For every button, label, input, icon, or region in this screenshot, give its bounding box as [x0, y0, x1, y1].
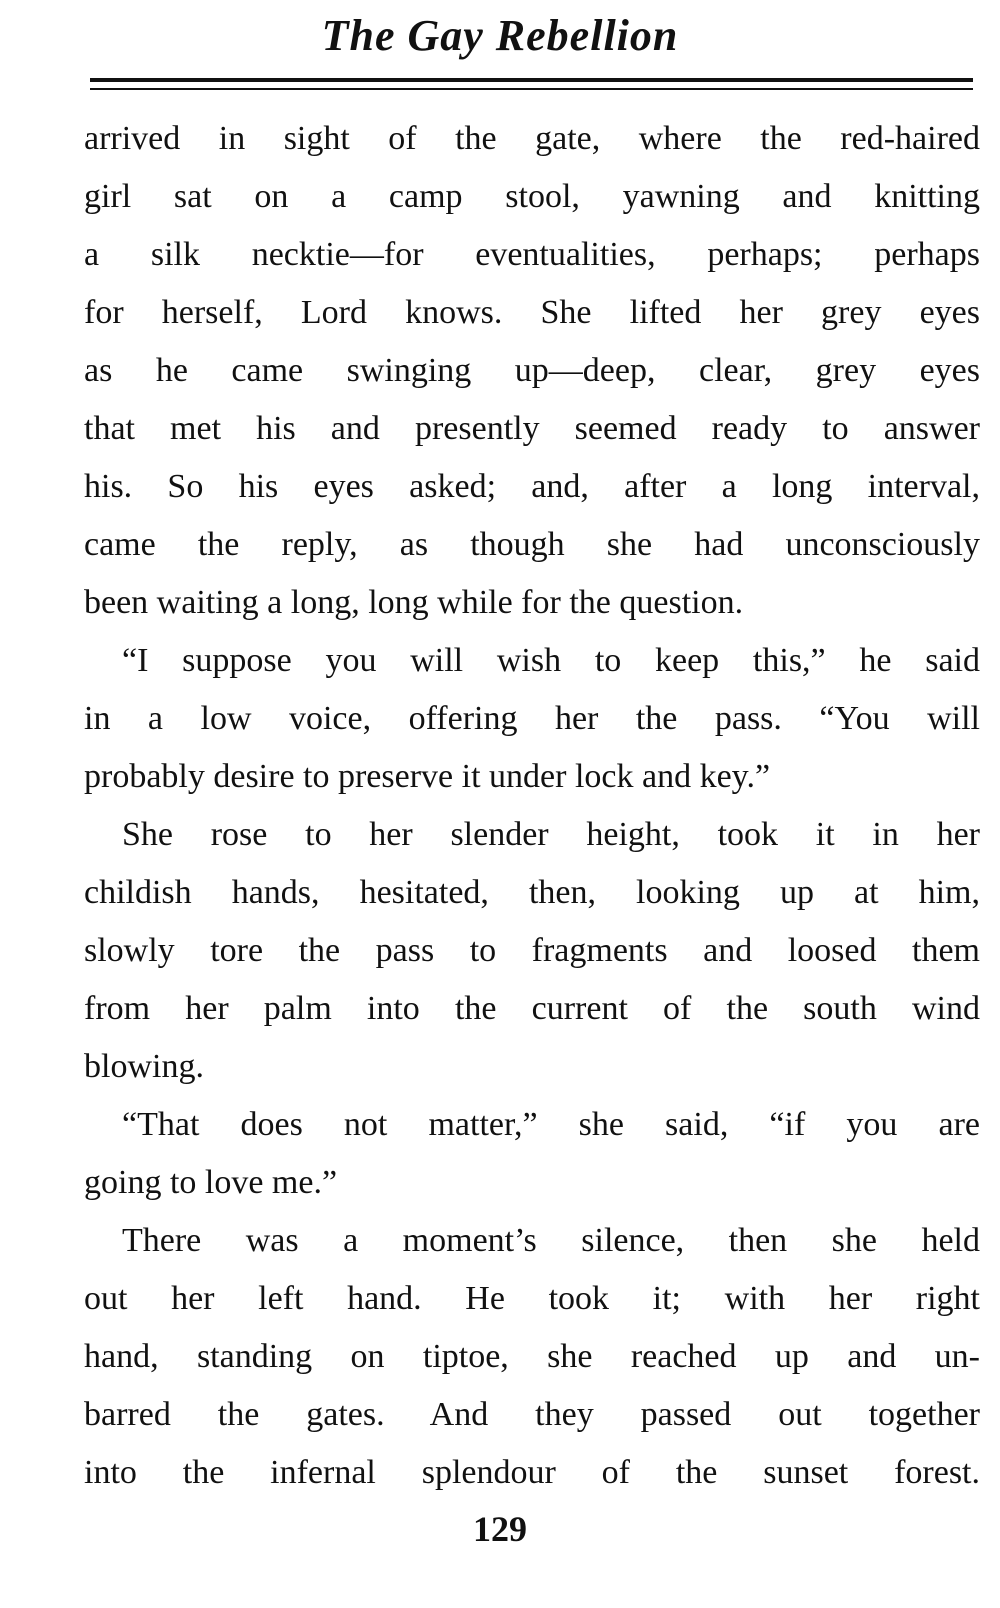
text-line: arrived in sight of the gate, where the red-haired	[84, 120, 980, 157]
text-line: There was a moment’s silence, then she held	[122, 1222, 980, 1259]
page-number: 129	[473, 1509, 527, 1549]
body-text	[84, 110, 980, 1502]
text-line: came the reply, as though she had unconsciously	[84, 526, 980, 563]
text-line: She rose to her slender height, took it in her	[122, 816, 980, 853]
header-rule-thin	[90, 88, 973, 90]
text-line: in a low voice, offering her the pass. “You will	[84, 700, 980, 737]
text-line: hand, standing on tiptoe, she reached up and un-	[84, 1338, 980, 1375]
text-line: girl sat on a camp stool, yawning and knitting	[84, 178, 980, 215]
text-line: into the infernal splendour of the sunset forest.	[84, 1454, 980, 1491]
text-line: from her palm into the current of the south wind	[84, 990, 980, 1027]
text-line: probably desire to preserve it under lock and key.”	[84, 758, 771, 795]
text-line: barred the gates. And they passed out together	[84, 1396, 980, 1433]
text-line: slowly tore the pass to fragments and loosed them	[84, 932, 980, 969]
running-title: The Gay Rebellion	[321, 11, 679, 60]
text-line: “That does not matter,” she said, “if you are	[122, 1106, 980, 1143]
text-line: blowing.	[84, 1048, 204, 1085]
text-line: childish hands, hesitated, then, looking up at him,	[84, 874, 980, 911]
text-line: that met his and presently seemed ready to answer	[84, 410, 980, 447]
text-line: been waiting a long, long while for the question.	[84, 584, 744, 621]
text-line: “I suppose you will wish to keep this,” he said	[122, 642, 980, 679]
text-line: as he came swinging up—deep, clear, grey eyes	[84, 352, 980, 389]
header-rule-thick	[90, 78, 973, 82]
text-line: a silk necktie—for eventualities, perhaps; perhaps	[84, 236, 980, 273]
text-line: going to love me.”	[84, 1164, 338, 1201]
text-line: his. So his eyes asked; and, after a long interval,	[84, 468, 980, 505]
text-line: out her left hand. He took it; with her right	[84, 1280, 980, 1317]
text-line: for herself, Lord knows. She lifted her grey eyes	[84, 294, 980, 331]
